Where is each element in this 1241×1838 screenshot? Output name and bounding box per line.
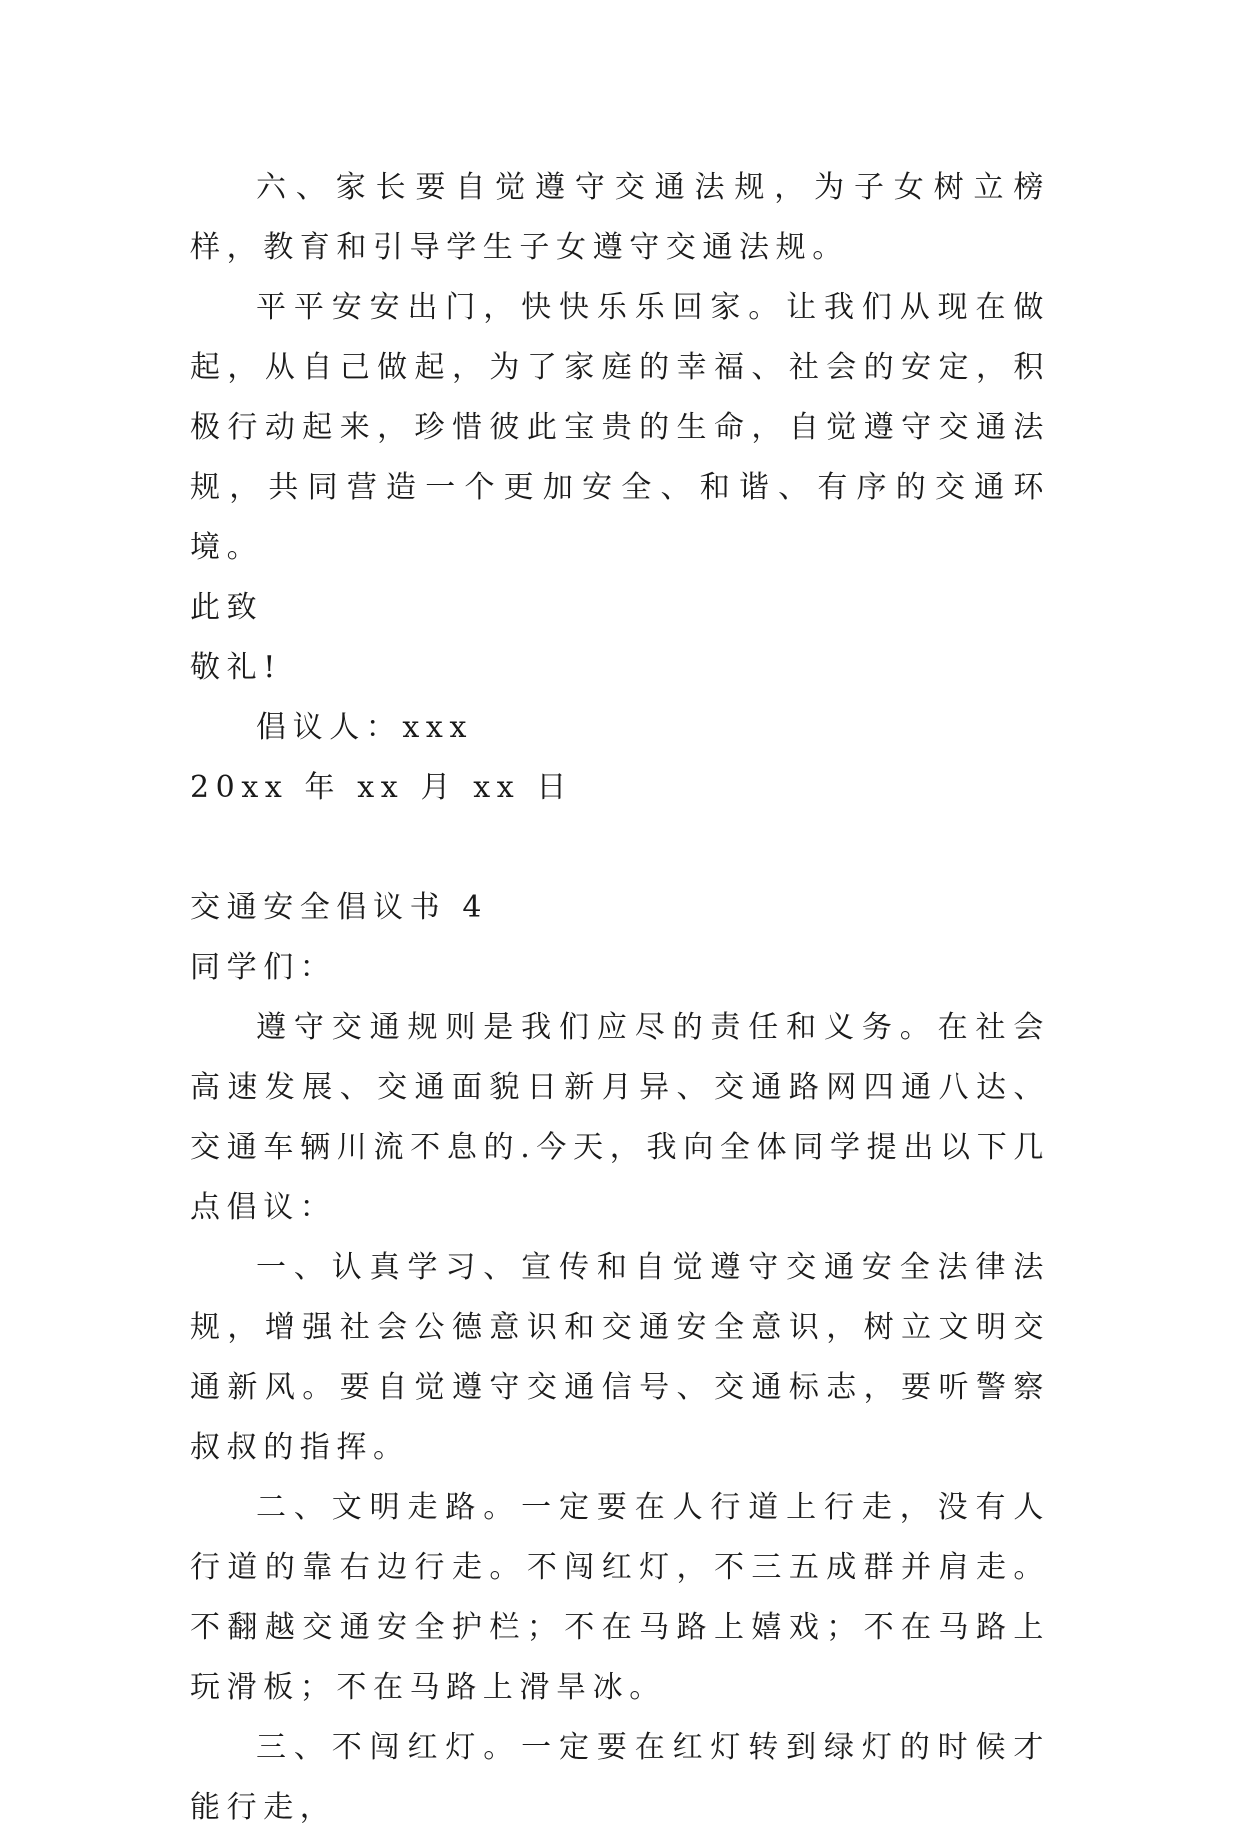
paragraph-point-3: 三、不闯红灯。一定要在红灯转到绿灯的时候才能行走， bbox=[190, 1730, 1050, 1825]
paragraph-point-1: 一、认真学习、宣传和自觉遵守交通安全法律法规，增强社会公德意识和交通安全意识，树立文明交通新风。要自觉遵守交通信号、交通标志，要听警察叔叔的指挥。 bbox=[190, 1250, 1050, 1465]
paragraph-point-2: 二、文明走路。一定要在人行道上行走，没有人行道的靠右边行走。不闯红灯，不三五成群并肩走。不翻越交通安全护栏；不在马路上嬉戏；不在马路上玩滑板；不在马路上滑旱冰。 bbox=[190, 1490, 1050, 1705]
paragraph-parents-rule: 六、家长要自觉遵守交通法规，为子女树立榜样，教育和引导学生子女遵守交通法规。 bbox=[190, 170, 1050, 265]
section-title: 交通安全倡议书 4 bbox=[190, 890, 489, 925]
signature-proposer: 倡议人：xxx bbox=[256, 710, 473, 745]
document-body bbox=[190, 158, 1050, 1838]
paragraph-closing-appeal: 平平安安出门，快快乐乐回家。让我们从现在做起，从自己做起，为了家庭的幸福、社会的安定，积极行动起来，珍惜彼此宝贵的生命，自觉遵守交通法规，共同营造一个更加安全、和谐、有序的交通环境。 bbox=[190, 290, 1050, 565]
greeting: 同学们： bbox=[190, 950, 337, 985]
signature-date: 20xx 年 xx 月 xx 日 bbox=[190, 770, 573, 805]
salutation-jingli: 敬礼! bbox=[190, 650, 282, 685]
paragraph-intro: 遵守交通规则是我们应尽的责任和义务。在社会高速发展、交通面貌日新月异、交通路网四通八达、交通车辆川流不息的.今天，我向全体同学提出以下几点倡议： bbox=[190, 1010, 1050, 1225]
blank-line bbox=[190, 818, 1050, 878]
salutation-cizhi: 此致 bbox=[190, 590, 264, 625]
